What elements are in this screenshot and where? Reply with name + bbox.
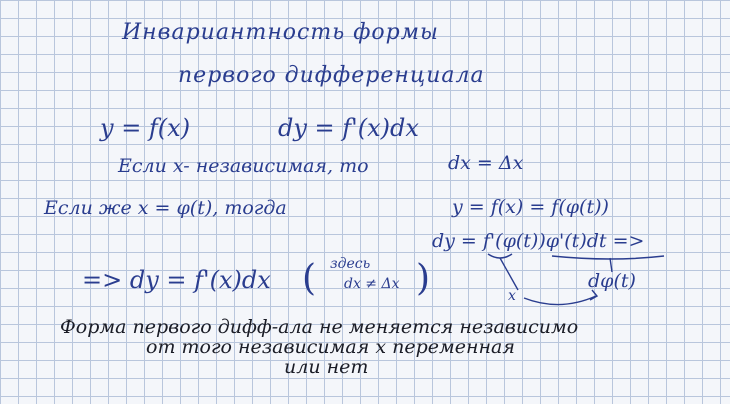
arrow-to-dphi — [610, 258, 612, 272]
function-formula: y = f(x) — [100, 114, 191, 142]
title-line-1: Инвариантность формы — [122, 20, 439, 45]
independent-text: Если x- независимая, то — [118, 155, 369, 177]
left-paren: ( — [302, 258, 317, 299]
differential-formula: dy = f'(x)dx — [278, 114, 419, 142]
underbrace-phi — [488, 254, 512, 258]
underbrace-dphi — [552, 256, 664, 259]
result-formula: => dy = f'(x)dx — [82, 266, 271, 294]
arrow-x-to-dphi — [524, 296, 596, 305]
dependent-formula: y = f(x) = f(φ(t)) — [452, 196, 609, 218]
dphi-expression: dφ(t) — [588, 270, 636, 292]
title-line-2: первого дифференциала — [178, 63, 485, 88]
note-line-2: dx ≠ Δx — [344, 276, 400, 292]
dependent-text: Если же x = φ(t), тогда — [44, 197, 287, 219]
note-line-1: здесь — [330, 256, 371, 272]
chain-rule-formula: dy = f'(φ(t))φ'(t)dt => — [432, 230, 645, 252]
conclusion-line-3: или нет — [284, 356, 369, 378]
arrow-to-x — [500, 258, 518, 290]
independent-formula: dx = Δx — [448, 152, 524, 174]
conclusion-line-2: от того независимая x переменная — [146, 336, 515, 358]
right-paren: ) — [416, 258, 431, 299]
conclusion-line-1: Форма первого дифф-ала не меняется независимо — [60, 316, 579, 338]
x-annotation-label: x — [508, 288, 516, 304]
